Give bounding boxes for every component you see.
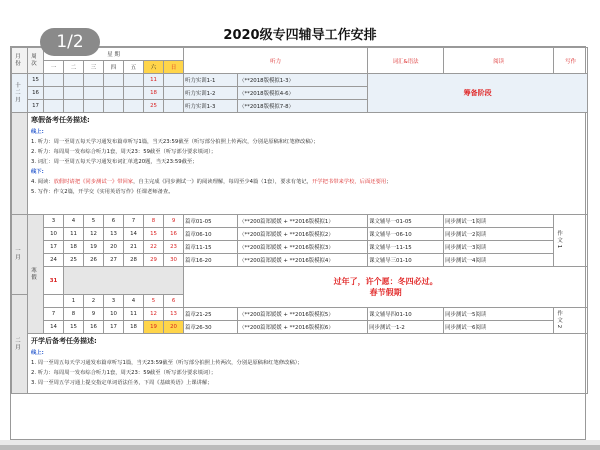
month-december: 十二月 <box>12 74 28 113</box>
week-number: 16 <box>28 87 44 100</box>
vocab-task: 同步测试一1-2 <box>368 321 444 334</box>
reading-task: 同步测试一6阅读 <box>444 321 554 334</box>
day-cell: 30 <box>164 254 184 267</box>
listening-task: 听力实训1-1 <box>184 74 238 87</box>
task-line: 1. 周一至周五每天学习通发布篇章听写1篇，当天23:59截至（听写部分拍照上传两次，分别是原稿和红笔修改稿）； <box>31 360 303 366</box>
day-cell: 8 <box>64 308 84 321</box>
day-cell: 13 <box>164 308 184 321</box>
day-cell: 9 <box>164 215 184 228</box>
listening-task: 篇章16-20 <box>184 254 238 267</box>
day-cell: 13 <box>104 228 124 241</box>
day-cell: 17 <box>104 321 124 334</box>
day-cell: 10 <box>44 228 64 241</box>
task-line: 3. 词汇：周一至周五每天学习通发布词汇单选20题，当天23:59截至； <box>31 159 198 165</box>
writing-task-2: 作文2 <box>554 308 588 334</box>
day-cell: 27 <box>104 254 124 267</box>
header-day-sat: 六 <box>144 61 164 74</box>
day-cell: 12 <box>84 228 104 241</box>
header-day: 三 <box>84 61 104 74</box>
vocab-task: 课文辅导一06-10 <box>368 228 444 241</box>
header-day: 二 <box>64 61 84 74</box>
header-listening: 听力 <box>184 48 368 74</box>
month-january: 一月 <box>12 215 28 295</box>
day-cell: 3 <box>44 215 64 228</box>
header-week: 周次 <box>28 48 44 74</box>
day-cell: 28 <box>124 254 144 267</box>
page-counter: 1/2 <box>40 28 100 56</box>
festival-banner: 过年了，许个愿：冬四必过。 春节假期 <box>184 267 588 308</box>
task-line: 3. 周一至周五学习通上提交指定单词语法任务，下周《基础英语》上课讲解； <box>31 380 213 386</box>
spring-task-block <box>28 334 588 394</box>
header-day-sun: 日 <box>164 61 184 74</box>
day-cell: 15 <box>64 321 84 334</box>
day-cell: 8 <box>144 215 164 228</box>
day-cell: 1 <box>64 295 84 308</box>
day-cell: 20 <box>164 321 184 334</box>
day-cell: 14 <box>44 321 64 334</box>
task-line: 2. 听力：每周周一发布综合听力1套，周天23：59截至（听写部分要求填词）； <box>31 370 217 376</box>
vocab-task: 课文辅导三01-10 <box>368 254 444 267</box>
day-cell: 11 <box>124 308 144 321</box>
reading-task: 同步测试一2阅读 <box>444 228 554 241</box>
header-day: 四 <box>104 61 124 74</box>
listening-note: （**200篇郑媛媛 + **2016版模拟4） <box>238 254 368 267</box>
day-cell: 22 <box>144 241 164 254</box>
listening-task: 篇章26-30 <box>184 321 238 334</box>
day-cell: 10 <box>104 308 124 321</box>
winter-task-title: 寒假备考任务描述: <box>31 116 90 124</box>
listening-note: （**2018版模拟4-6） <box>238 87 368 100</box>
day-cell: 25 <box>144 100 164 113</box>
day-cell: 9 <box>84 308 104 321</box>
day-cell <box>44 295 64 308</box>
day-cell: 18 <box>64 241 84 254</box>
header-writing: 写作 <box>554 48 588 74</box>
day-cell: 3 <box>104 295 124 308</box>
day-cell: 12 <box>144 308 164 321</box>
prep-stage: 筹备阶段 <box>368 74 588 113</box>
day-cell: 21 <box>124 241 144 254</box>
day-cell: 24 <box>44 254 64 267</box>
vocab-task: 课文辅导四01-10 <box>368 308 444 321</box>
listening-task: 篇章01-05 <box>184 215 238 228</box>
listening-note: （**200篇郑媛媛 + **2016版模拟5） <box>238 308 368 321</box>
listening-note: （**2018版模拟1-3） <box>238 74 368 87</box>
day-cell: 5 <box>144 295 164 308</box>
listening-note: （**200篇郑媛媛 + **2016版模拟2） <box>238 228 368 241</box>
day-cell-31: 31 <box>44 267 64 295</box>
day-cell: 6 <box>104 215 124 228</box>
day-cell: 2 <box>84 295 104 308</box>
header-vocab: 词汇&语法 <box>368 48 444 74</box>
day-cell: 14 <box>124 228 144 241</box>
spring-task-title: 开学后备考任务描述: <box>31 337 97 345</box>
header-day: 一 <box>44 61 64 74</box>
week-number: 17 <box>28 100 44 113</box>
writing-task-1: 作文1 <box>554 215 588 267</box>
day-cell: 15 <box>144 228 164 241</box>
day-cell: 25 <box>64 254 84 267</box>
day-cell: 5 <box>84 215 104 228</box>
reading-task: 同步测试一3阅读 <box>444 241 554 254</box>
winter-holiday-label: 寒假 <box>28 215 44 334</box>
listening-note: （**200篇郑媛媛 + **2016版模拟3） <box>238 241 368 254</box>
offline-label: 线下: <box>31 169 44 175</box>
day-cell: 6 <box>164 295 184 308</box>
header-day: 五 <box>124 61 144 74</box>
month-february: 二月 <box>12 295 28 394</box>
day-cell: 18 <box>124 321 144 334</box>
listening-task: 篇章06-10 <box>184 228 238 241</box>
reading-task: 同步测试一5阅读 <box>444 308 554 321</box>
day-cell: 4 <box>124 295 144 308</box>
listening-task: 篇章21-25 <box>184 308 238 321</box>
task-line-reading: 4. 阅读：放假时请把《同步测试一》带回家，自主完成《同步测试一》的阅读理解，每周至少4篇（1套），要求有笔记，开学把书带来学校，后面还要用； <box>31 179 392 185</box>
day-cell: 11 <box>64 228 84 241</box>
day-cell: 19 <box>144 321 164 334</box>
task-line: 5. 写作：作文2篇，开学交《实用英语写作》任课老师备查。 <box>31 189 174 195</box>
listening-note: （**2018版模拟7-8） <box>238 100 368 113</box>
day-cell: 29 <box>144 254 164 267</box>
header-reading: 阅读 <box>444 48 554 74</box>
header-month: 月份 <box>12 48 28 74</box>
reading-task: 同步测试一1阅读 <box>444 215 554 228</box>
document-title: 2020级专四辅导工作安排 <box>223 28 377 43</box>
day-cell: 16 <box>164 228 184 241</box>
day-cell: 11 <box>144 74 164 87</box>
online-label: 线上: <box>31 129 44 135</box>
day-cell: 7 <box>124 215 144 228</box>
day-cell: 26 <box>84 254 104 267</box>
schedule-table <box>11 47 588 394</box>
schedule-sheet <box>10 46 586 440</box>
online-label: 线上: <box>31 350 44 356</box>
day-cell: 18 <box>144 87 164 100</box>
listening-task: 听力实训1-3 <box>184 100 238 113</box>
vocab-task: 课文辅导一01-05 <box>368 215 444 228</box>
listening-task: 听力实训1-2 <box>184 87 238 100</box>
week-number: 15 <box>28 74 44 87</box>
day-cell: 7 <box>44 308 64 321</box>
day-cell: 19 <box>84 241 104 254</box>
listening-task: 篇章11-15 <box>184 241 238 254</box>
day-cell: 23 <box>164 241 184 254</box>
scroll-track[interactable] <box>0 445 600 450</box>
task-line: 2. 听力：每周周一发布综合听力1套，周天23：59截至（听写部分要求填词）； <box>31 149 217 155</box>
reading-task: 同步测试一4阅读 <box>444 254 554 267</box>
listening-note: （**200篇郑媛媛 + **2016版模拟1） <box>238 215 368 228</box>
header-weekday-group: 星 期 <box>44 48 184 61</box>
task-line: 1. 听力：周一至周五每天学习通发布篇章听写1篇，当天23:59截至（听写部分拍照上传两次，分别是原稿和红笔修改稿）； <box>31 139 319 145</box>
vocab-task: 课文辅导一11-15 <box>368 241 444 254</box>
day-cell: 20 <box>104 241 124 254</box>
day-cell: 16 <box>84 321 104 334</box>
listening-note: （**200篇郑媛媛 + **2016版模拟6） <box>238 321 368 334</box>
winter-task-block <box>28 113 588 215</box>
day-cell: 4 <box>64 215 84 228</box>
day-cell: 17 <box>44 241 64 254</box>
